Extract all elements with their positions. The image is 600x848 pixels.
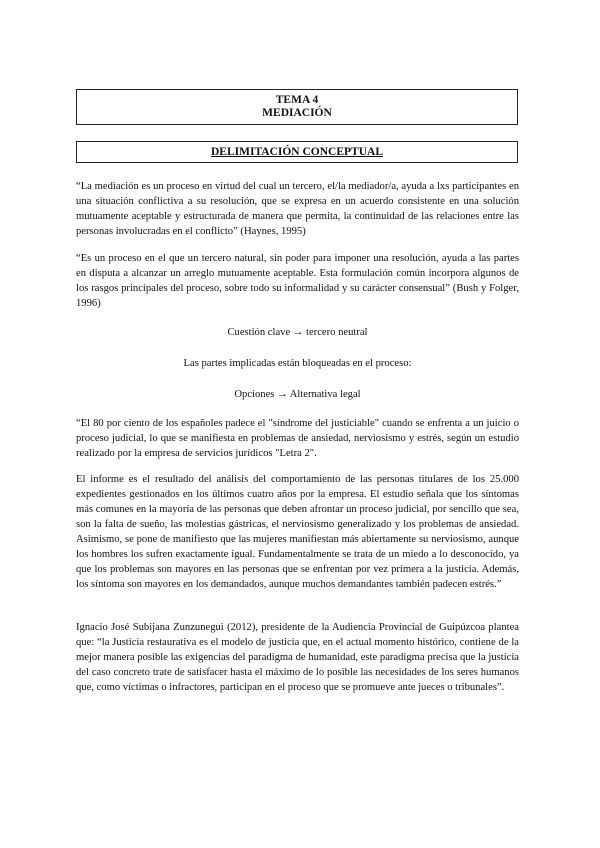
quote-haynes: “La mediación es un proceso en virtud del cual un tercero, el/la mediador/a, ayuda a lxs participantes en una situación conflictiva a su resolución, que se expresa en un acuerdo consistente en una solución mutuamente aceptable y estructurada de manera que permita, la continuidad de las relaciones entre las personas involucradas en el conflicto” (Haynes, 1995) — [76, 181, 519, 237]
subijana-quote: Ignacio José Subijana Zunzunegui (2012), presidente de la Audiencia Provincial de Guipúzcoa plantea que: “la Justicia restaurativa es el modelo de justicia que, en el actual momento histórico, contiene de la mejor manera posible las exigencias del paradigma de humanidad, este paradigma precisa que la justicia del caso concreto trate de satisfacer hasta el máximo de lo posible las necesidades de los seres humanos que, como víctimas o infractores, participan en el proceso que se promueve ante jueces o tribunales”. — [76, 622, 519, 693]
section-title: DELIMITACIÓN CONCEPTUAL — [211, 146, 383, 158]
blocked-parties: Las partes implicadas están bloqueadas en el proceso: — [183, 358, 412, 369]
options-line: Opciones → Alternativa legal — [234, 389, 361, 400]
report-paragraph: El informe es el resultado del análisis del comportamiento de las personas titulares de los 25.000 expedientes gestionados en los últimos cuatro años por la empresa. El estudio señala que los síntomas más comunes en la mayoría de las personas que deben afrontar un proceso judicial, por sencillo que sea, son la falta de sueño, las molestias gástricas, el nerviosismo generalizado y los problemas de ansiedad. Asimismo, se pone de manifiesto que las mujeres manifiestan más abiertamente su nerviosismo, aunque los hombres los sufren exactamente igual. Fundamentalmente se trata de un miedo a lo desconocido, ya que los problemas son mayores en las personas que se enfrentan por vez primera a la justicia. Además, los síntoma son mayores en los demandados, aunque muchos demandantes también padecen estrés.” — [76, 474, 519, 590]
key-question: Cuestión clave → tercero neutral — [227, 327, 368, 338]
title-box — [76, 89, 518, 125]
quote-justiciable-syndrome: “El 80 por ciento de los españoles padece el "síndrome del justiciable" cuando se enfrenta a un juicio o proceso judicial, lo que se manifiesta en problemas de ansiedad, nerviosismo y estrés, según un estudio realizado por la empresa de servicios jurídicos "Letra 2". — [76, 418, 519, 459]
topic-title: MEDIACIÓN — [262, 107, 332, 119]
quote-bush-folger: “Es un proceso en el que un tercero natural, sin poder para imponer una resolución, ayuda a las partes en disputa a alcanzar un arreglo mutuamente aceptable. Esta formulación común incorpora algunos de los rasgos principales del proceso, sobre todo su informalidad y su carácter consensual” (Bush y Folger, 1996) — [76, 253, 519, 309]
section-title-box — [76, 141, 518, 163]
topic-number: TEMA 4 — [275, 94, 319, 106]
